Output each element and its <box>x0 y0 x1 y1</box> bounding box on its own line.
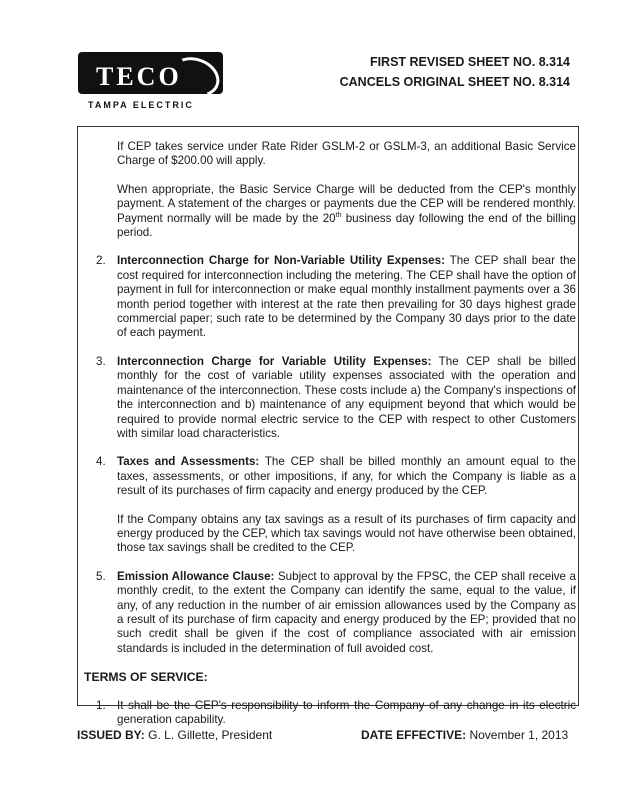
company-logo <box>78 50 230 112</box>
clause-title: Taxes and Assessments: <box>117 455 260 469</box>
cancels-sheet-number: CANCELS ORIGINAL SHEET NO. 8.314 <box>339 75 570 89</box>
clause-text: The CEP shall be billed monthly for the cost of variable utility expenses associated with the operation and maintenance of the interconnection. These costs include a) the Company's inspections of the interconnection and b) maintenance of any equipment beyond that which would be required to provide normal electric service to the CEP with respect to other Customers with similar load characteristics. <box>117 354 576 440</box>
payment-paragraph: When appropriate, the Basic Service Charge will be deducted from the CEP's monthly payment. A statement of the charges or payments due the CEP will be rendered monthly. Payment normally will be made by the 20th business day following the end of the billing period. <box>117 182 576 240</box>
clause-title: Emission Allowance Clause: <box>117 569 275 583</box>
clause-title: Interconnection Charge for Variable Utility Expenses: <box>117 354 432 368</box>
issued-by-label: ISSUED BY: <box>77 728 145 742</box>
clause-body <box>117 254 576 340</box>
logo-wordmark: TECO <box>96 62 182 91</box>
clause-item <box>84 455 576 555</box>
clause-number: 4. <box>96 455 106 469</box>
clause-item <box>84 570 576 656</box>
issued-by-value: G. L. Gillette, President <box>148 728 273 742</box>
clause-title: Interconnection Charge for Non-Variable Utility Expenses: <box>117 254 445 268</box>
document-body <box>84 140 576 727</box>
date-effective <box>361 728 568 742</box>
date-effective-label: DATE EFFECTIVE: <box>361 728 467 742</box>
terms-text: It shall be the CEP's responsibility to inform the Company of any change in its electric generation capability. <box>117 698 576 726</box>
clause-extra-paragraph: If the Company obtains any tax savings as a result of its purchases of firm capacity and energy produced by the CEP, which tax savings would not have otherwise been obtained, those tax savings shall be credited to the CEP. <box>117 512 576 555</box>
issued-by <box>77 728 272 742</box>
clause-body <box>117 455 576 498</box>
logo-swoosh-icon <box>165 51 225 104</box>
logo-badge <box>78 52 223 94</box>
clause-number: 5. <box>96 569 106 583</box>
terms-item <box>84 699 576 728</box>
basic-service-paragraph: If CEP takes service under Rate Rider GSLM-2 or GSLM-3, an additional Basic Service Charge of $200.00 will apply. <box>117 140 576 168</box>
clause-body <box>117 570 576 656</box>
terms-heading: TERMS OF SERVICE: <box>84 670 208 685</box>
sheet-number: FIRST REVISED SHEET NO. 8.314 <box>369 55 570 69</box>
date-effective-value: November 1, 2013 <box>469 728 569 742</box>
logo-subtitle: TAMPA ELECTRIC <box>88 100 194 110</box>
clause-item <box>84 254 576 340</box>
clause-text: The CEP shall bear the cost required for interconnection including the metering. The CEP shall have the option of payment in full for interconnection or make equal monthly installment payments over a 36 month period together with interest at the rate then prevailing for 30 days highest grade commercial paper; such rate to be determined by the Company 30 days prior to the date of each payment. <box>117 254 576 340</box>
clause-item <box>84 355 576 441</box>
terms-number: 1. <box>96 698 106 712</box>
clause-text: Subject to approval by the FPSC, the CEP shall receive a monthly credit, to the extent the Company can identify the same, equal to the value, if any, of any reduction in the number of air emission allowances used by the Company as a result of its purchase of firm capacity and energy produced by the EP; provided that no such credit shall be given if the cost of compliance associated with air emission standards is included in the determination of full avoided cost. <box>117 569 576 655</box>
clause-body <box>117 355 576 441</box>
ordinal-superscript: th <box>335 211 342 219</box>
sheet-info <box>340 52 570 92</box>
clause-number: 2. <box>96 254 106 268</box>
clause-number: 3. <box>96 354 106 368</box>
clause-text: The CEP shall be billed monthly an amount equal to the taxes, assessments, or other impositions, if any, for which the Company is liable as a result of its purchases of firm capacity and energy produced by the CEP. <box>117 455 576 498</box>
